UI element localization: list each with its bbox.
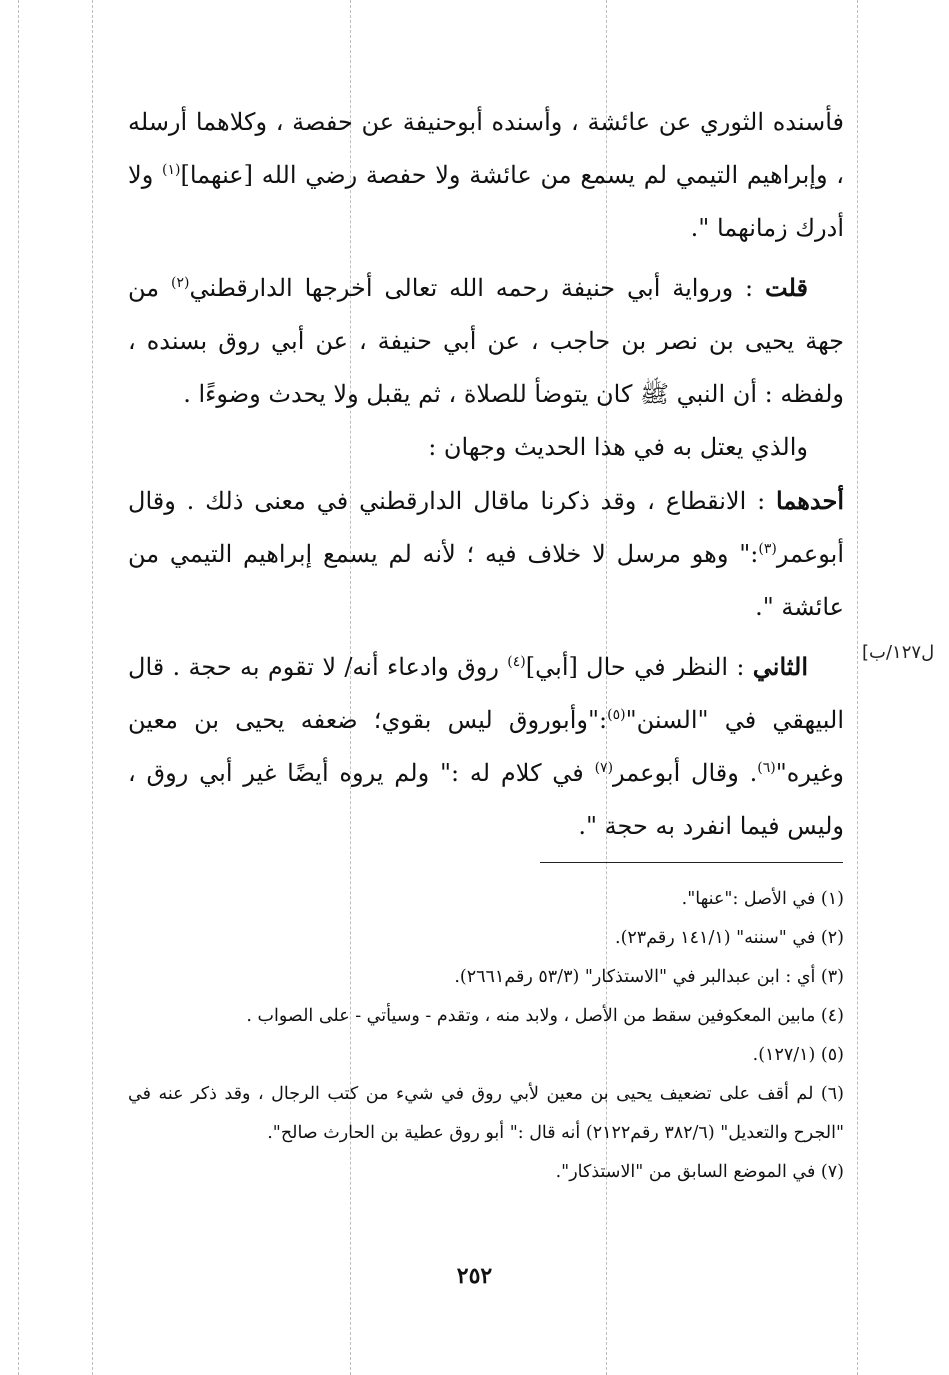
footnote-ref[interactable]: (١) [161, 162, 181, 178]
paragraph-5: الثاني : النظر في حال [أبي]$^{(٤)}$ روق وادعاء أنه/ لا تقوم به حجة . قال البيهقي في "السنن"$^{(٥)}$:"وأبوروق ليس بقوي؛ ضعفه يحيى بن معين وغيره"$^{(٦)}$. وقال أبوعمر$^{(٧)}$ في كلام له :" ولم يروه أيضًا غير أبي روق ، وليس فيما انفرد به حجة ". [128, 652, 844, 840]
footnote-ref[interactable]: (٤) [507, 654, 526, 670]
paragraph-lead: أحدهما [776, 486, 844, 515]
footnote-ref[interactable]: (٦) [757, 760, 776, 776]
paragraph-4: أحدهما : الانقطاع ، وقد ذكرنا ماقال الدارقطني في معنى ذلك . وقال أبوعمر$^{(٣)}$:" وهو مرسل لا خلاف فيه ؛ لأنه لم يسمع إبراهيم التيمي من عائشة ". [128, 486, 844, 621]
footnote-7: (٧) في الموضع السابق من "الاستذكار". [555, 1162, 844, 1182]
footnote-5: (٥) (١٢٧/١). [752, 1045, 844, 1065]
footnotes [128, 880, 844, 1192]
paragraph-lead: قلت [765, 273, 808, 302]
footnote-ref[interactable]: (٧) [594, 760, 614, 776]
footnote-3: (٣) أي : ابن عبدالبر في "الاستذكار" (٥٣/٣ رقم٢٦٦١). [454, 967, 844, 987]
footnote-6: (٦) لم أقف على تضعيف يحيى بن معين لأبي روق في شيء من كتب الرجال ، وقد ذكر عنه في "الجرح والتعديل" (٣٨٢/٦ رقم٢١٢٢) أنه قال :" أبو روق عطية بن الحارث صالح". [128, 1084, 844, 1143]
page-number: ٢٥٢ [456, 1263, 493, 1289]
paragraph-2: قلت : ورواية أبي حنيفة رحمه الله تعالى أخرجها الدارقطني$^{(٢)}$ من جهة يحيى بن نصر بن حاجب ، عن أبي حنيفة ، عن أبي روق بسنده ، ولفظه : أن النبي ﷺ كان يتوضأ للصلاة ، ثم يقبل ولا يحدث وضوءًا . [128, 273, 844, 408]
footnote-4: (٤) مابين المعكوفين سقط من الأصل ، ولابد منه ، وتقدم - وسيأتي - على الصواب . [246, 1006, 844, 1026]
main-text [128, 96, 844, 853]
footnote-ref[interactable]: (٢) [171, 275, 190, 291]
paragraph-lead: الثاني [752, 652, 809, 681]
paragraph-3: والذي يعتل به في هذا الحديث وجهان : [428, 433, 808, 461]
footnote-separator [540, 862, 843, 863]
footnote-ref[interactable]: (٣) [758, 541, 777, 557]
manuscript-folio-marker: ل١٢٧/ب] [862, 642, 935, 663]
footnote-ref[interactable]: (٥) [607, 707, 626, 723]
paragraph-1: فأسنده الثوري عن عائشة ، وأسنده أبوحنيفة عن حفصة ، وكلاهما أرسله ، وإبراهيم التيمي لم يسمع من عائشة ولا حفصة رضي الله [عنهما]$^{(١)}$ ولا أدرك زمانهما ". [128, 108, 845, 242]
footnote-2: (٢) في "سننه" (١٤١/١ رقم٢٣). [615, 928, 844, 948]
footnote-1: (١) في الأصل :"عنها". [681, 889, 844, 909]
